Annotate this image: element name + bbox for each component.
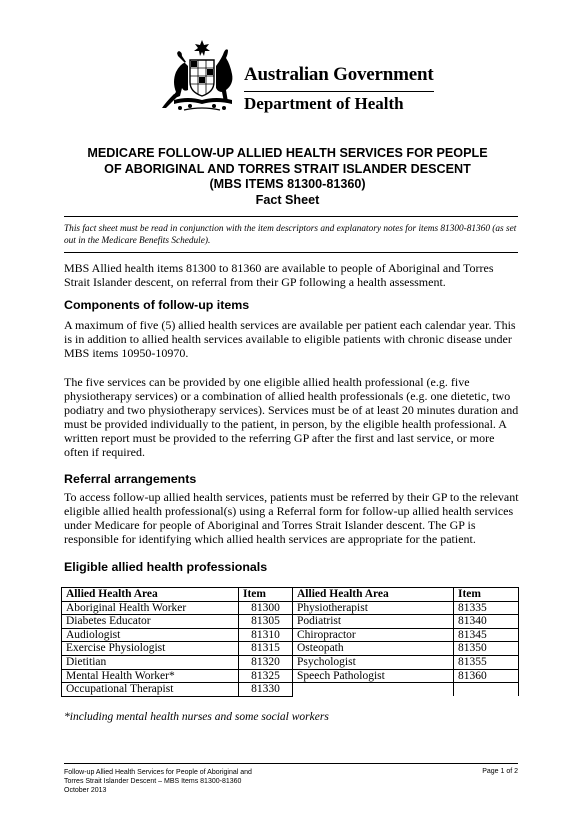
title-line-1: MEDICARE FOLLOW-UP ALLIED HEALTH SERVICES FOR PEOPLE bbox=[87, 146, 488, 160]
area-cell: Chiropractor bbox=[293, 628, 454, 642]
government-name: Australian Government bbox=[244, 64, 434, 85]
area-cell: Exercise Physiologist bbox=[62, 642, 239, 656]
item-cell: 81305 bbox=[239, 615, 293, 629]
area-cell: Dietitian bbox=[62, 655, 239, 669]
item-cell: 81340 bbox=[454, 615, 519, 629]
table-footnote: *including mental health nurses and some social workers bbox=[64, 711, 329, 723]
area-cell: Psychologist bbox=[293, 655, 454, 669]
title-rule bbox=[64, 216, 518, 217]
area-cell: Speech Pathologist bbox=[293, 669, 454, 683]
area-cell: Audiologist bbox=[62, 628, 239, 642]
table-row bbox=[62, 628, 519, 642]
column-header-area: Allied Health Area bbox=[62, 588, 239, 602]
item-cell: 81355 bbox=[454, 655, 519, 669]
item-cell: 81345 bbox=[454, 628, 519, 642]
referral-heading: Referral arrangements bbox=[64, 472, 197, 486]
column-header-item: Item bbox=[454, 588, 519, 602]
header-divider bbox=[244, 91, 434, 92]
footer-line-2: Torres Strait Islander Descent – MBS Items 81300-81360 bbox=[64, 778, 242, 785]
item-cell: 81350 bbox=[454, 642, 519, 656]
item-cell: 81300 bbox=[239, 601, 293, 615]
title-line-2: OF ABORIGINAL AND TORRES STRAIT ISLANDER DESCENT bbox=[104, 161, 471, 176]
page-number: Page 1 of 2 bbox=[482, 768, 518, 775]
note-rule bbox=[64, 252, 518, 253]
item-cell: 81335 bbox=[454, 601, 519, 615]
item-cell: 81315 bbox=[239, 642, 293, 656]
department-name: Department of Health bbox=[244, 94, 404, 113]
coat-of-arms-logo bbox=[160, 38, 244, 116]
area-cell: Osteopath bbox=[293, 642, 454, 656]
title-line-4: Fact Sheet bbox=[255, 192, 320, 207]
item-cell: 81310 bbox=[239, 628, 293, 642]
components-paragraph-2: The five services can be provided by one eligible allied health professional (e.g. five physiotherapy services) or a combination of allied health professionals (e.g. one dietetic, two podiatry and two physiotherapy services). Services must be of at least 20 minutes duration and must be provided individually to the patient, in person, by the eligible health professional. A written report must be provided to the referring GP after the first and last service, or more often if required. bbox=[64, 375, 519, 459]
footer-line-1: Follow-up Allied Health Services for People of Aboriginal and bbox=[64, 769, 252, 776]
eligible-heading: Eligible allied health professionals bbox=[64, 560, 268, 574]
area-cell: Mental Health Worker* bbox=[62, 669, 239, 683]
footer-document-info bbox=[64, 768, 252, 795]
table-row bbox=[62, 615, 519, 629]
column-header-item: Item bbox=[239, 588, 293, 602]
table-row bbox=[62, 683, 519, 697]
area-cell: Physiotherapist bbox=[293, 601, 454, 615]
area-cell: Occupational Therapist bbox=[62, 683, 239, 697]
table-row bbox=[62, 655, 519, 669]
item-cell: 81320 bbox=[239, 655, 293, 669]
table-row bbox=[62, 669, 519, 683]
table-row bbox=[62, 601, 519, 615]
area-cell: Podiatrist bbox=[293, 615, 454, 629]
intro-paragraph: MBS Allied health items 81300 to 81360 are available to people of Aboriginal and Torres Strait Islander descent, on referral from their GP following a health assessment. bbox=[64, 261, 494, 289]
item-cell: 81360 bbox=[454, 669, 519, 683]
reading-note: This fact sheet must be read in conjunction with the item descriptors and explanatory notes for items 81300-81360 (as set out in the Medicare Benefits Schedule). bbox=[64, 224, 517, 246]
column-header-area: Allied Health Area bbox=[293, 588, 454, 602]
page-header bbox=[160, 38, 440, 118]
footer-line-3: October 2013 bbox=[64, 787, 107, 794]
area-cell: Diabetes Educator bbox=[62, 615, 239, 629]
footer-rule bbox=[64, 763, 518, 764]
allied-health-table bbox=[61, 587, 519, 697]
table-header-row bbox=[62, 588, 519, 602]
item-cell: 81330 bbox=[239, 683, 293, 697]
components-heading: Components of follow-up items bbox=[64, 298, 250, 312]
document-title bbox=[40, 146, 535, 208]
title-line-3: (MBS ITEMS 81300-81360) bbox=[209, 177, 366, 191]
area-cell bbox=[293, 683, 454, 697]
area-cell: Aboriginal Health Worker bbox=[62, 601, 239, 615]
table-row bbox=[62, 642, 519, 656]
item-cell: 81325 bbox=[239, 669, 293, 683]
item-cell bbox=[454, 683, 519, 697]
components-paragraph-1: A maximum of five (5) allied health services are available per patient each calendar year. This is in addition to allied health services available to eligible patients with chronic disease under MBS items 10950-10970. bbox=[64, 318, 516, 360]
referral-paragraph: To access follow-up allied health services, patients must be referred by their GP to the relevant eligible allied health professional(s) using a Referral form for follow-up allied health services under Medicare for people of Aboriginal and Torres Strait Islander descent. The GP is responsible for identifying which allied health services are appropriate for the patient. bbox=[64, 490, 519, 546]
